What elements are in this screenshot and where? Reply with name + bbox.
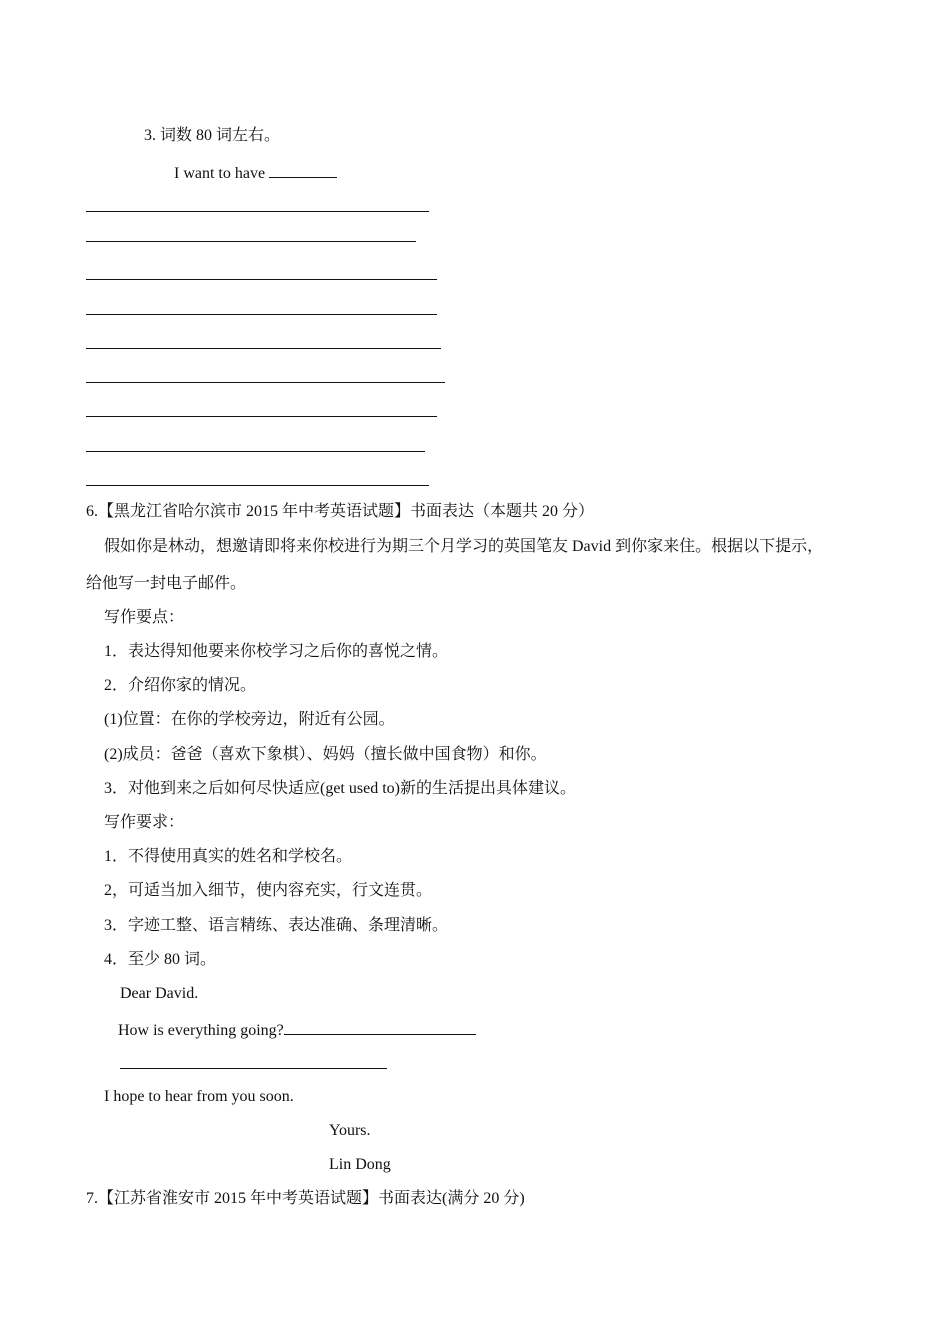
writing-requirements-title: 写作要求： [104,814,185,831]
writing-requirement: 2，可适当加入细节，使内容充实，行文连贯。 [104,882,433,899]
letter-opening [118,1018,476,1041]
letter-signoff: Yours. [329,1122,371,1139]
writing-line[interactable] [86,211,429,212]
writing-line[interactable] [86,314,437,315]
letter-salutation: Dear David. [120,985,199,1002]
writing-line[interactable] [86,451,425,452]
writing-line[interactable] [86,382,445,383]
essay-prompt-text: I want to have [174,165,266,182]
word-count-note: 3. 词数 80 词左右。 [144,127,281,144]
question-6-heading: 6.【黑龙江省哈尔滨市 2015 年中考英语试题】书面表达（本题共 20 分） [86,503,595,520]
letter-body-line[interactable] [120,1068,387,1069]
letter-signature: Lin Dong [329,1156,391,1173]
essay-prompt-blank[interactable] [269,161,337,178]
writing-line[interactable] [86,279,437,280]
writing-line[interactable] [86,485,429,486]
letter-opening-blank[interactable] [284,1018,476,1035]
writing-requirement: 1．不得使用真实的姓名和学校名。 [104,848,353,865]
writing-line[interactable] [86,348,441,349]
writing-requirement: 3．字迹工整、语言精练、表达准确、条理清晰。 [104,917,449,934]
writing-point: 3．对他到来之后如何尽快适应(get used to)新的生活提出具体建议。 [104,780,576,797]
writing-point: (2)成员：爸爸（喜欢下象棋）、妈妈（擅长做中国食物）和你。 [104,746,547,763]
writing-line[interactable] [86,241,416,242]
writing-line[interactable] [86,416,437,417]
writing-point: 2．介绍你家的情况。 [104,677,257,694]
writing-requirement: 4．至少 80 词。 [104,951,217,968]
question-7-heading: 7.【江苏省淮安市 2015 年中考英语试题】书面表达(满分 20 分) [86,1190,525,1207]
letter-closing: I hope to hear from you soon. [104,1088,294,1105]
writing-points-title: 写作要点： [104,609,185,626]
writing-point: 1．表达得知他要来你校学习之后你的喜悦之情。 [104,643,449,660]
question-6-intro-cont: 给他写一封电子邮件。 [86,575,247,592]
writing-point: (1)位置：在你的学校旁边，附近有公园。 [104,711,395,728]
letter-opening-text: How is everything going? [118,1022,284,1039]
essay-prompt [174,161,337,184]
question-6-intro: 假如你是林动，想邀请即将来你校进行为期三个月学习的英国笔友 David 到你家来住。根据以下提示， [104,538,824,555]
